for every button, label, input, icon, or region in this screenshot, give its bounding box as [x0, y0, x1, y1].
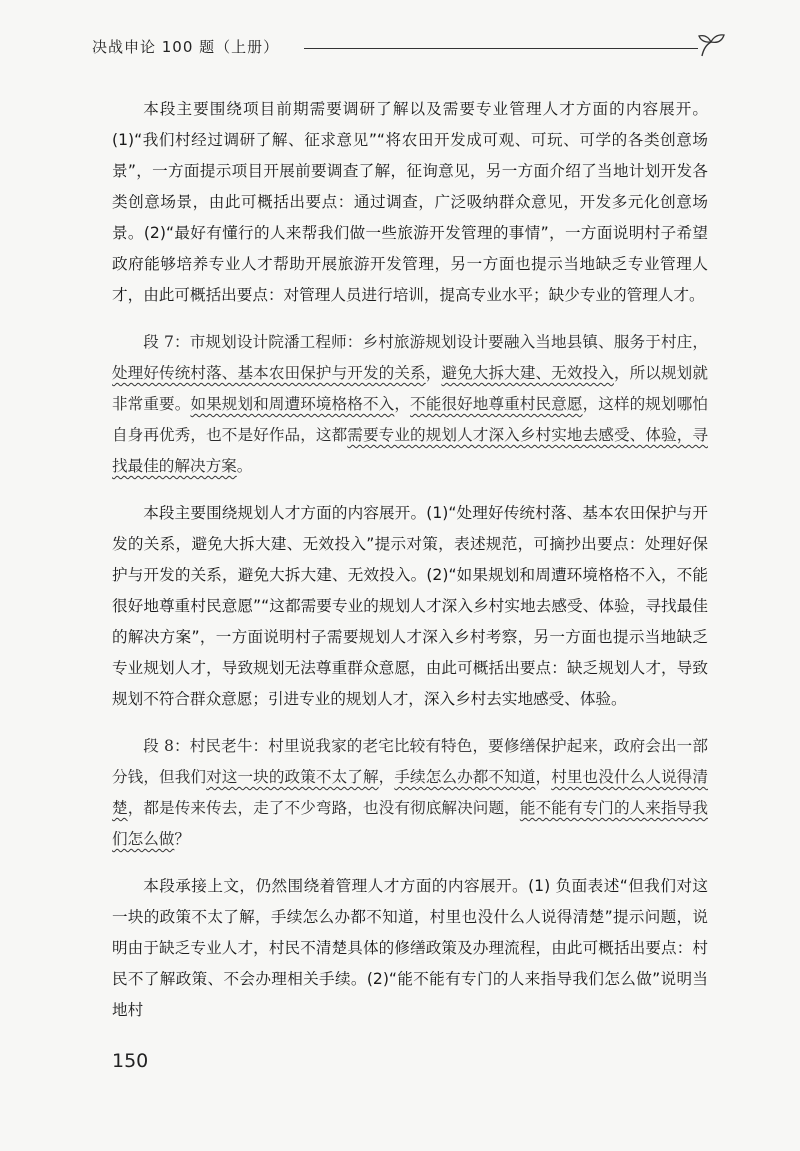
text-run: ，都是传来传去，走了不少弯路，也没有彻底解决问题， [127, 799, 520, 817]
text-run: ， [378, 768, 395, 786]
text-run: 本段承接上文，仍然围绕着管理人才方面的内容展开。(1) 负面表述“但我们对这一块的政策不太了解，手续怎么办都不知道，村里也没什么人说得清楚”提示问题，说明由于缺乏专业人才，村民不清楚具体的修缮政策及办理流程，由此可概括出要点：村民不了解政策、不会办理相关手续。(2)“能不能有专门的人来指导我们怎么做”说明当地村 [112, 877, 708, 1019]
text-run: 段 8：村民老牛：村里说我家的老宅比较有特色，要修缮保护起来，政府会出一部分钱，但我们 [112, 737, 708, 786]
text-run: ？ [174, 830, 190, 848]
text-run: ， [535, 768, 552, 786]
sprout-icon [696, 32, 726, 62]
text-run: ， [394, 395, 411, 413]
analysis-paragraph [112, 871, 708, 1026]
underlined-phrase: 对这一块的政策不太了解 [206, 768, 379, 786]
book-title: 决战申论 100 题（上册） [92, 38, 280, 56]
text-run: ， [425, 364, 442, 382]
text-run: 段 7：市规划设计院潘工程师：乡村旅游规划设计要融入当地县镇、服务于村庄， [143, 333, 708, 351]
text-run: 。 [236, 457, 253, 475]
page-number: 150 [112, 1050, 149, 1072]
source-quote-paragraph [112, 327, 708, 482]
underlined-phrase: 需要专业的规划人才深入乡村实地去感受、体验，寻找最佳的解决方案 [112, 426, 708, 475]
text-run: 本段主要围绕规划人才方面的内容展开。(1)“处理好传统村落、基本农田保护与开发的关系，避免大拆大建、无效投入”提示对策，表述规范，可摘抄出要点：处理好保护与开发的关系，避免大拆大建、无效投入。(2)“如果规划和周遭环境格格不入，不能很好地尊重村民意愿”“这都需要专业的规划人才深入乡村实地去感受、体验，寻找最佳的解决方案”，一方面说明村子需要规划人才深入乡村考察，另一方面也提示当地缺乏专业规划人才，导致规划无法尊重群众意愿，由此可概括出要点：缺乏规划人才，导致规划不符合群众意愿；引进专业的规划人才，深入乡村去实地感受、体验。 [112, 504, 708, 708]
underlined-phrase: 不能很好地尊重村民意愿 [410, 395, 583, 413]
source-quote-paragraph [112, 731, 708, 855]
underlined-phrase: 手续怎么办都不知道 [394, 768, 536, 786]
running-header [92, 36, 732, 60]
text-run: ，所以规划就非常重要。 [112, 364, 708, 413]
underlined-phrase: 能不能有专门的人来指导我们怎么做 [112, 799, 708, 848]
text-run: ，这样的规划哪怕自身再优秀，也不是好作品，这都 [112, 395, 708, 444]
analysis-paragraph [112, 498, 708, 715]
text-run: 本段主要围绕项目前期需要调研了解以及需要专业管理人才方面的内容展开。(1)“我们村经过调研了解、征求意见”“将农田开发成可观、可玩、可学的各类创意场景”，一方面提示项目开展前要调查了解，征询意见，另一方面介绍了当地计划开发各类创意场景，由此可概括出要点：通过调查，广泛吸纳群众意见，开发多元化创意场景。(2)“最好有懂行的人来帮我们做一些旅游开发管理的事情”，一方面说明村子希望政府能够培养专业人才帮助开展旅游开发管理，另一方面也提示当地缺乏专业管理人才，由此可概括出要点：对管理人员进行培训，提高专业水平；缺少专业的管理人才。 [112, 100, 708, 304]
underlined-phrase: 村里也没什么人说得清楚 [112, 768, 708, 817]
page-body [112, 94, 708, 1042]
header-rule [304, 48, 698, 49]
underlined-phrase: 避免大拆大建、无效投入 [441, 364, 614, 382]
underlined-phrase: 如果规划和周遭环境格格不入 [190, 395, 395, 413]
underlined-phrase: 处理好传统村落、基本农田保护与开发的关系 [112, 364, 426, 382]
analysis-paragraph [112, 94, 708, 311]
